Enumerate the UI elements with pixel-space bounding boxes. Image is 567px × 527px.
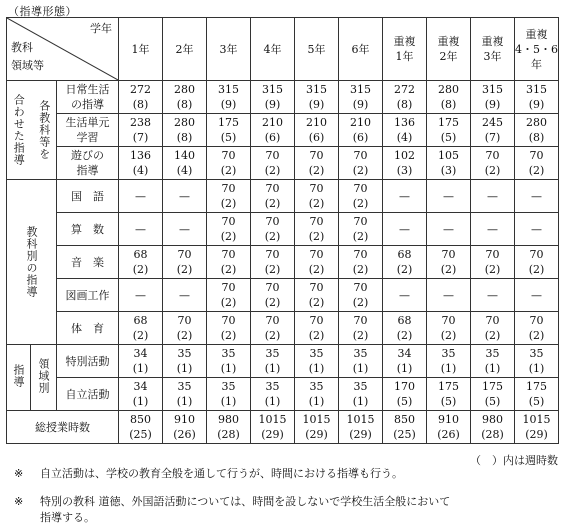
unit-note: （ ）内は週時数 [470, 454, 558, 467]
table-cell: — [471, 279, 515, 312]
table-row [7, 114, 559, 147]
table-cell: 70 (2) [339, 213, 383, 246]
table-cell: 70 (2) [207, 246, 251, 279]
table-cell: 175 (5) [427, 378, 471, 411]
row-label: 日常生活 の指導 [57, 81, 119, 114]
table-cell: 315 (9) [339, 81, 383, 114]
table-cell: 136 (4) [119, 147, 163, 180]
table-cell: 70 (2) [295, 213, 339, 246]
table-cell: 70 (2) [207, 312, 251, 345]
note-text: 指導する。 [40, 511, 95, 524]
row-label: 自立活動 [57, 378, 119, 411]
table-cell: 170 (5) [383, 378, 427, 411]
table-cell: 175 (5) [427, 114, 471, 147]
table-row [7, 147, 559, 180]
group-label-text: 各教科等を [37, 100, 51, 160]
table-cell: 175 (5) [207, 114, 251, 147]
grade-header: 重複 3年 [471, 18, 515, 81]
total-cell: 850 (25) [383, 411, 427, 444]
table-cell: 35 (1) [251, 345, 295, 378]
table-cell: 210 (6) [251, 114, 295, 147]
row-label: 図画工作 [57, 279, 119, 312]
table-cell: 35 (1) [207, 345, 251, 378]
grade-header: 2年 [163, 18, 207, 81]
table-cell: 315 (9) [207, 81, 251, 114]
corner-header [7, 18, 119, 81]
table-cell: 272 (8) [383, 81, 427, 114]
table-cell: 70 (2) [339, 180, 383, 213]
note-mark: ※ [14, 495, 24, 508]
total-cell: 910 (26) [427, 411, 471, 444]
table-row [7, 378, 559, 411]
group-label-text: 合わせた指導 [12, 94, 26, 166]
table-cell: 70 (2) [427, 246, 471, 279]
table-cell: — [471, 213, 515, 246]
grade-header: 重複 2年 [427, 18, 471, 81]
row-label: 生活単元 学習 [57, 114, 119, 147]
table-cell: — [119, 279, 163, 312]
table-cell: 70 (2) [339, 147, 383, 180]
table-cell: — [471, 180, 515, 213]
table-cell: — [383, 213, 427, 246]
note-text: 特別の教科 道徳、外国語活動については、時間を設しないで学校生活全般において [40, 495, 451, 508]
total-cell: 850 (25) [119, 411, 163, 444]
grade-header: 重複 4・5・6 年 [515, 18, 559, 81]
total-row [7, 411, 559, 444]
table-cell: 280 (8) [427, 81, 471, 114]
table-cell: 102 (3) [383, 147, 427, 180]
table-cell: 70 (2) [339, 279, 383, 312]
note-mark: ※ [14, 467, 24, 480]
group-subject-label [7, 180, 57, 345]
table-cell: — [163, 279, 207, 312]
table-cell: 70 (2) [163, 246, 207, 279]
table-cell: — [515, 279, 559, 312]
corner-grade-label: 学年 [90, 22, 113, 35]
row-label: 遊びの 指導 [57, 147, 119, 180]
row-label: 体 育 [57, 312, 119, 345]
table-cell: 210 (6) [339, 114, 383, 147]
table-cell: 70 (2) [515, 147, 559, 180]
table-cell: 35 (1) [163, 378, 207, 411]
table-cell: — [383, 279, 427, 312]
group-domain-sublabel [31, 345, 57, 411]
table-cell: 70 (2) [339, 312, 383, 345]
table-cell: 70 (2) [163, 312, 207, 345]
table-cell: 35 (1) [207, 378, 251, 411]
total-cell: 980 (28) [207, 411, 251, 444]
table-cell: 315 (9) [251, 81, 295, 114]
total-label: 総授業時数 [7, 411, 119, 444]
table-cell: 175 (5) [515, 378, 559, 411]
table-cell: 70 (2) [251, 180, 295, 213]
table-row [7, 180, 559, 213]
table-cell: 70 (2) [207, 147, 251, 180]
table-cell: 70 (2) [251, 246, 295, 279]
corner-subject-label: 教科 [11, 41, 33, 54]
table-cell: 35 (1) [295, 378, 339, 411]
table-cell: 315 (9) [471, 81, 515, 114]
total-cell: 910 (26) [163, 411, 207, 444]
table-cell: 70 (2) [251, 279, 295, 312]
table-cell: 70 (2) [515, 246, 559, 279]
table-cell: 70 (2) [207, 279, 251, 312]
table-cell: 70 (2) [251, 213, 295, 246]
grade-header: 4年 [251, 18, 295, 81]
group-label-text: 教科別の指導 [25, 226, 38, 298]
table-cell: — [119, 180, 163, 213]
total-cell: 1015 (29) [251, 411, 295, 444]
table-cell: 35 (1) [339, 345, 383, 378]
table-cell: 105 (3) [427, 147, 471, 180]
table-cell: 68 (2) [383, 312, 427, 345]
table-caption: （指導形態） [8, 5, 77, 18]
table-cell: 35 (1) [251, 378, 295, 411]
table-row [7, 246, 559, 279]
table-row [7, 345, 559, 378]
table-cell: 70 (2) [471, 147, 515, 180]
table-cell: 70 (2) [207, 180, 251, 213]
row-label: 特別活動 [57, 345, 119, 378]
table-cell: 35 (1) [427, 345, 471, 378]
table-cell: 280 (8) [515, 114, 559, 147]
grade-header: 3年 [207, 18, 251, 81]
table-cell: 70 (2) [295, 180, 339, 213]
table-cell: 35 (1) [515, 345, 559, 378]
table-cell: 245 (7) [471, 114, 515, 147]
table-cell: — [119, 213, 163, 246]
group-domain-label [7, 345, 31, 411]
table-cell: — [427, 279, 471, 312]
table-cell: 35 (1) [163, 345, 207, 378]
table-row [7, 213, 559, 246]
table-row [7, 81, 559, 114]
table-cell: — [515, 180, 559, 213]
table-cell: — [383, 180, 427, 213]
table-cell: 68 (2) [383, 246, 427, 279]
grade-header: 1年 [119, 18, 163, 81]
table-cell: 68 (2) [119, 312, 163, 345]
table-cell: 70 (2) [251, 312, 295, 345]
table-cell: 70 (2) [427, 312, 471, 345]
table-cell: — [427, 213, 471, 246]
table-cell: 35 (1) [295, 345, 339, 378]
table-cell: 238 (7) [119, 114, 163, 147]
row-label: 算 数 [57, 213, 119, 246]
total-cell: 980 (28) [471, 411, 515, 444]
table-row [7, 279, 559, 312]
corner-domain-label: 領域等 [11, 59, 44, 72]
table-cell: — [163, 180, 207, 213]
table-cell: 70 (2) [471, 246, 515, 279]
table-cell: 68 (2) [119, 246, 163, 279]
table-cell: 70 (2) [207, 213, 251, 246]
table-cell: 136 (4) [383, 114, 427, 147]
table-cell: 70 (2) [295, 246, 339, 279]
grade-header: 重複 1年 [383, 18, 427, 81]
table-cell: 70 (2) [471, 312, 515, 345]
table-cell: 34 (1) [383, 345, 427, 378]
row-label: 音 楽 [57, 246, 119, 279]
group-label-text: 指導 [12, 363, 25, 388]
table-cell: 70 (2) [295, 279, 339, 312]
table-cell: 280 (8) [163, 114, 207, 147]
group-combined-label [7, 81, 57, 180]
table-cell: 272 (8) [119, 81, 163, 114]
table-cell: 210 (6) [295, 114, 339, 147]
note-text: 自立活動は、学校の教育全般を通して行うが、時間における指導も行う。 [40, 467, 403, 480]
table-cell: 35 (1) [471, 345, 515, 378]
grade-header: 6年 [339, 18, 383, 81]
total-cell: 1015 (29) [515, 411, 559, 444]
grade-header: 5年 [295, 18, 339, 81]
table-cell: 35 (1) [339, 378, 383, 411]
table-cell: 34 (1) [119, 378, 163, 411]
table-cell: 175 (5) [471, 378, 515, 411]
row-label: 国 語 [57, 180, 119, 213]
group-label-text: 領域別 [37, 357, 50, 394]
table-cell: 70 (2) [515, 312, 559, 345]
table-cell: 34 (1) [119, 345, 163, 378]
table-cell: 315 (9) [515, 81, 559, 114]
table-cell: — [515, 213, 559, 246]
table-cell: 70 (2) [339, 246, 383, 279]
total-cell: 1015 (29) [339, 411, 383, 444]
table-cell: — [427, 180, 471, 213]
table-cell: 70 (2) [295, 147, 339, 180]
table-row [7, 312, 559, 345]
table-cell: 280 (8) [163, 81, 207, 114]
total-cell: 1015 (29) [295, 411, 339, 444]
table-cell: — [163, 213, 207, 246]
table-cell: 70 (2) [251, 147, 295, 180]
table-cell: 315 (9) [295, 81, 339, 114]
table-cell: 140 (4) [163, 147, 207, 180]
timetable [6, 17, 559, 444]
table-cell: 70 (2) [295, 312, 339, 345]
